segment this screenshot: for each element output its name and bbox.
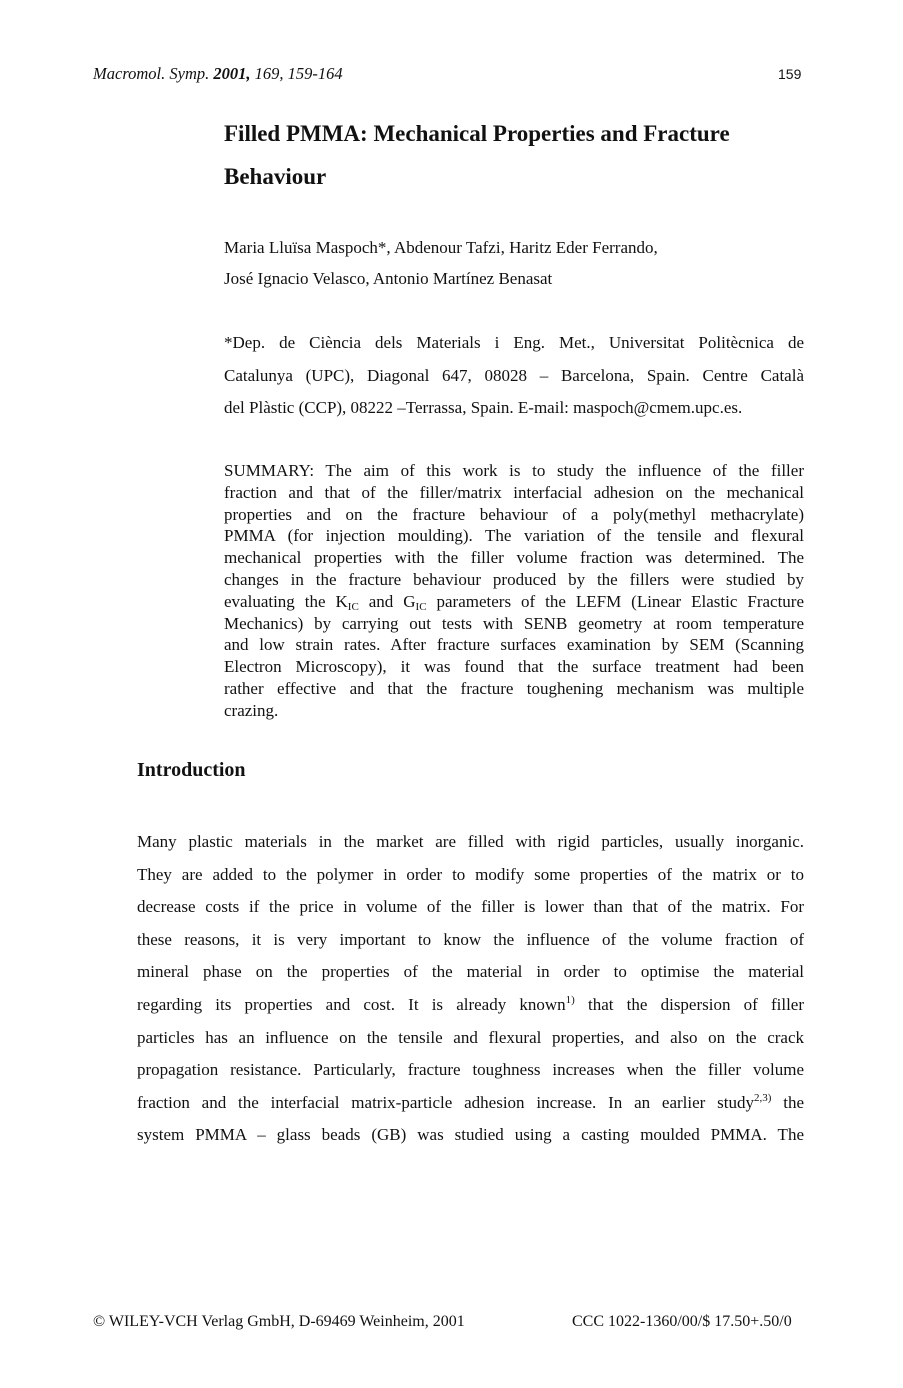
- text-run: and G: [358, 591, 416, 611]
- subscript-ic: IC: [347, 600, 359, 613]
- body-line: They are added to the polymer in order to modify some properties of the matrix or to: [137, 864, 804, 884]
- summary-line: Mechanics) by carrying out tests with SENB geometry at room temperature: [224, 613, 804, 633]
- running-header: [93, 64, 343, 84]
- affiliation-line-2: Catalunya (UPC), Diagonal 647, 08028 – Barcelona, Spain. Centre Català: [224, 365, 804, 385]
- summary-line: SUMMARY: The aim of this work is to study the influence of the filler: [224, 461, 804, 480]
- body-line: decrease costs if the price in volume of the filler is lower than that of the matrix. For: [137, 897, 804, 917]
- page-number: 159: [778, 66, 802, 82]
- summary-line: fraction and that of the filler/matrix interfacial adhesion on the mechanical: [224, 482, 804, 502]
- subscript-ic: IC: [415, 600, 427, 613]
- journal-year: 2001,: [213, 64, 251, 83]
- summary-line: PMMA (for injection moulding). The variation of the tensile and flexural: [224, 526, 804, 546]
- body-line: [137, 1087, 804, 1120]
- body-line: mineral phase on the properties of the material in order to optimise the material: [137, 962, 804, 982]
- citation-ref: 2,3): [753, 1091, 772, 1104]
- summary-line: changes in the fracture behaviour produced by the fillers were studied by: [224, 569, 804, 589]
- body-line: these reasons, it is very important to know the influence of the volume fraction of: [137, 929, 804, 949]
- introduction-body: [137, 826, 804, 1152]
- text-run: fraction and the interfacial matrix-particle adhesion increase. In an earlier study: [137, 1092, 754, 1112]
- text-run: that the dispersion of filler: [574, 994, 804, 1014]
- text-run: regarding its properties and cost. It is already known: [137, 994, 566, 1014]
- summary-line: and low strain rates. After fracture surfaces examination by SEM (Scanning: [224, 635, 804, 655]
- affiliation-line-1: *Dep. de Ciència dels Materials i Eng. Met., Universitat Politècnica de: [224, 333, 804, 352]
- text-run: the: [771, 1092, 804, 1112]
- summary-line: Electron Microscopy), it was found that the surface treatment had been: [224, 657, 804, 677]
- summary-line: crazing.: [224, 700, 279, 720]
- journal-name: Macromol. Symp.: [93, 64, 210, 83]
- affiliation-line-3: del Plàstic (CCP), 08222 –Terrassa, Spain. E-mail: maspoch@cmem.upc.es.: [224, 398, 743, 417]
- summary-line: mechanical properties with the filler volume fraction was determined. The: [224, 548, 804, 568]
- text-run: evaluating the K: [224, 591, 348, 611]
- author-list: [224, 232, 658, 294]
- summary-abstract: [224, 460, 804, 722]
- summary-line: properties and on the fracture behaviour of a poly(methyl methacrylate): [224, 504, 804, 524]
- body-line: system PMMA – glass beads (GB) was studied using a casting moulded PMMA. The: [137, 1125, 804, 1145]
- citation-ref: 1): [565, 993, 575, 1006]
- body-line: particles has an influence on the tensile and flexural properties, and also on the crack: [137, 1027, 804, 1047]
- title-line-1: Filled PMMA: Mechanical Properties and Fracture: [224, 121, 730, 146]
- body-line: [137, 989, 804, 1022]
- introduction-heading: Introduction: [137, 759, 246, 781]
- ccc-code: CCC 1022-1360/00/$ 17.50+.50/0: [572, 1313, 792, 1330]
- body-line: Many plastic materials in the market are filled with rigid particles, usually inorganic.: [137, 832, 804, 851]
- volume-pages: 169, 159-164: [254, 64, 343, 83]
- body-line: propagation resistance. Particularly, fracture toughness increases when the filler volume: [137, 1060, 804, 1080]
- affiliation: [224, 327, 804, 425]
- summary-line: rather effective and that the fracture toughening mechanism was multiple: [224, 678, 804, 698]
- title-line-2: Behaviour: [224, 164, 327, 189]
- authors-line-2: José Ignacio Velasco, Antonio Martínez Benasat: [224, 269, 553, 288]
- authors-line-1: Maria Lluïsa Maspoch*, Abdenour Tafzi, Haritz Eder Ferrando,: [224, 238, 658, 257]
- summary-line: [224, 591, 804, 613]
- copyright-notice: © WILEY-VCH Verlag GmbH, D-69469 Weinheim, 2001: [93, 1313, 465, 1330]
- text-run: parameters of the LEFM (Linear Elastic Fracture: [426, 591, 804, 611]
- paper-title: [224, 112, 824, 198]
